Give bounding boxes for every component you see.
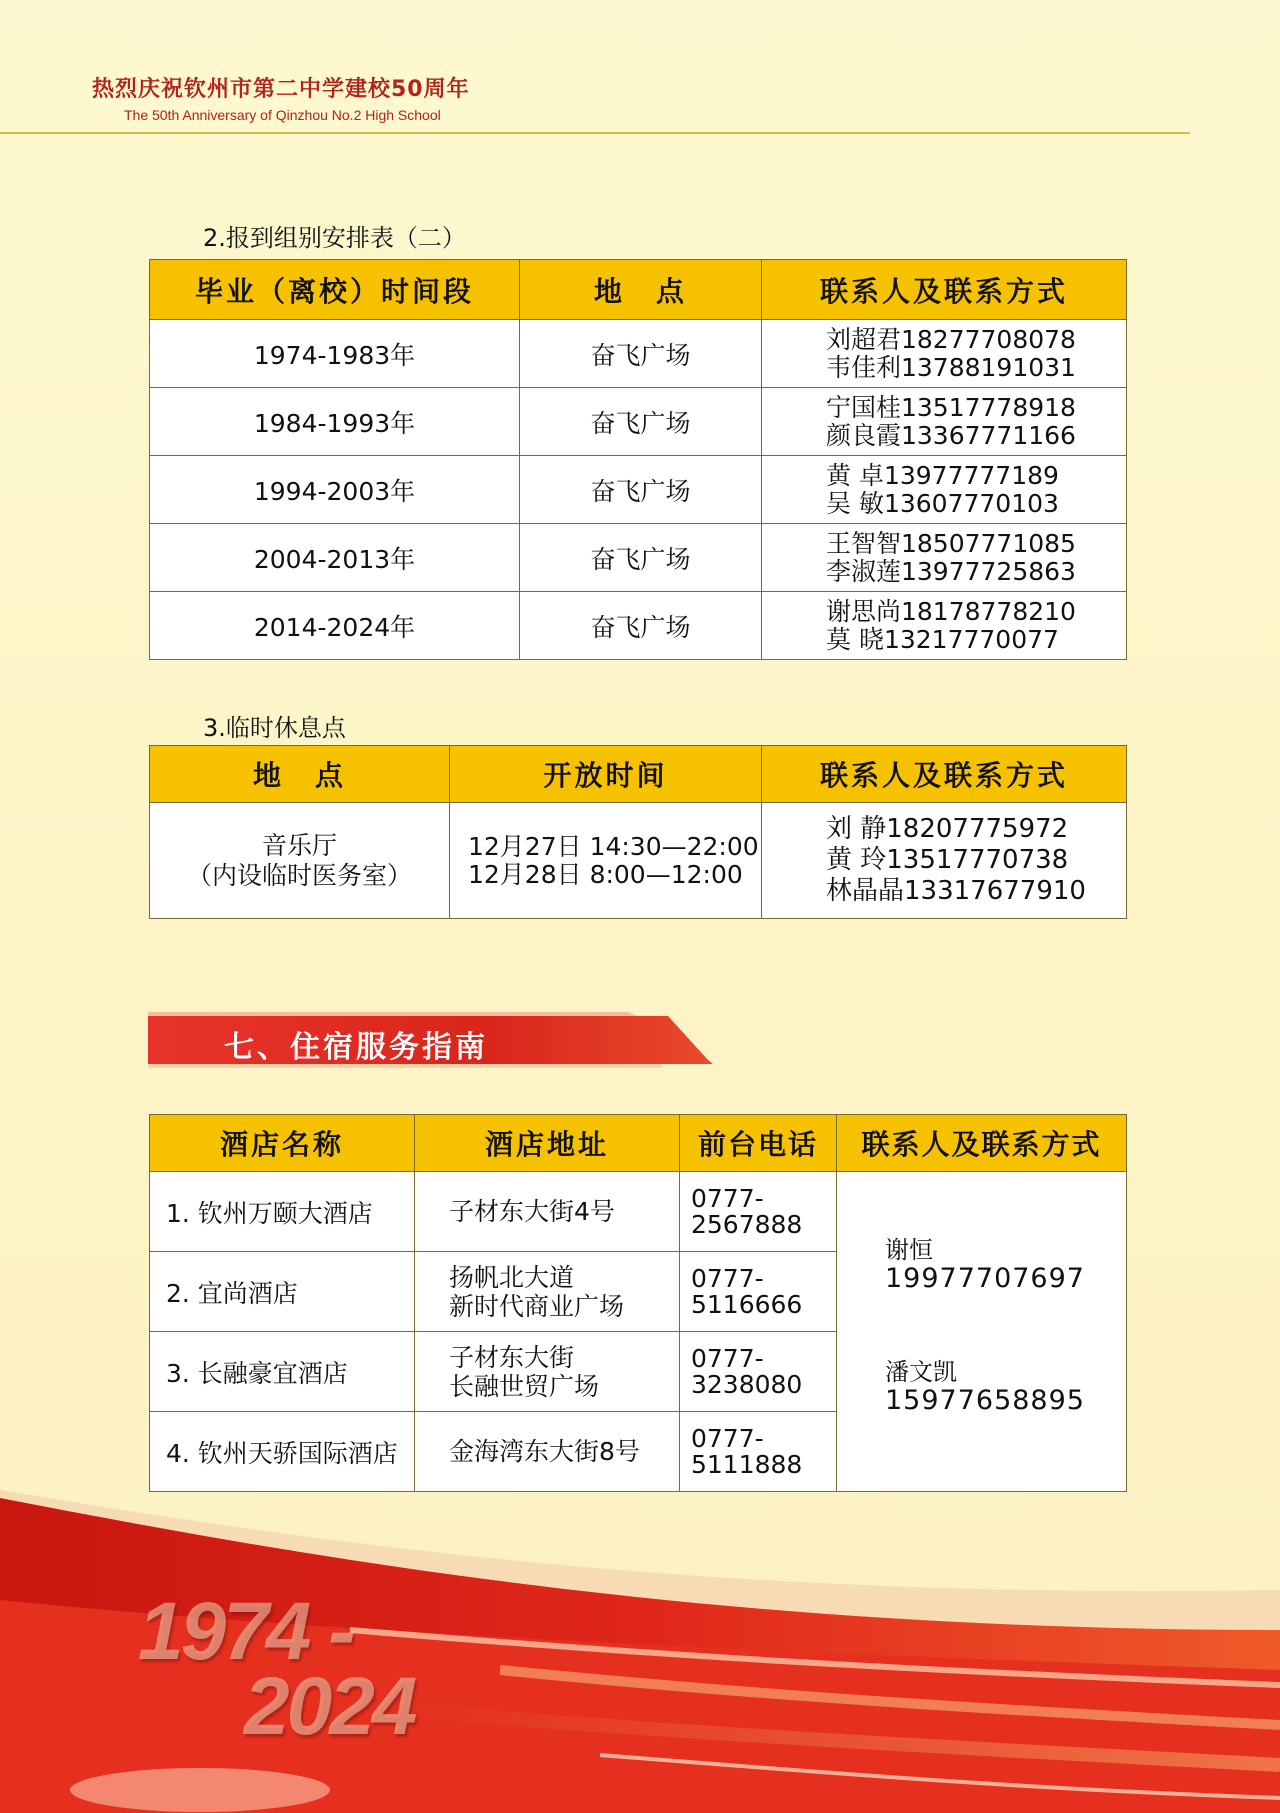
header-divider bbox=[0, 132, 1190, 134]
col-hotel-phone-header: 前台电话 bbox=[680, 1115, 837, 1172]
hotel-phone-cell bbox=[680, 1172, 837, 1252]
contact-line: 宁国桂13517778918 bbox=[826, 392, 1076, 422]
rest-table bbox=[149, 745, 1127, 919]
contact-cell bbox=[762, 803, 1127, 919]
address-line: 金海湾东大街8号 bbox=[449, 1437, 640, 1466]
period-cell: 2004-2013年 bbox=[150, 524, 520, 592]
open-time-line: 12月28日 8:00—12:00 bbox=[468, 859, 743, 889]
table-row bbox=[150, 320, 1127, 388]
address-line: 新时代商业广场 bbox=[449, 1291, 625, 1321]
place-cell: 奋飞广场 bbox=[520, 524, 762, 592]
contact-line: 林晶晶13317677910 bbox=[826, 876, 1086, 906]
hotel-phone-cell bbox=[680, 1252, 837, 1332]
phone-line: 0777- bbox=[691, 1343, 764, 1373]
period-cell: 1984-1993年 bbox=[150, 388, 520, 456]
col-place-header: 地 点 bbox=[150, 746, 450, 803]
contact-line: 吴 敏13607770103 bbox=[826, 488, 1059, 518]
contact-line: 颜良霞13367771166 bbox=[826, 420, 1076, 450]
rest-title: 3.临时休息点 bbox=[203, 714, 346, 742]
address-line: 子材东大街 bbox=[449, 1342, 575, 1372]
contact-line: 刘超君18277708078 bbox=[826, 324, 1076, 354]
registration-title: 2.报到组别安排表（二） bbox=[203, 224, 466, 252]
phone-line: 2567888 bbox=[691, 1209, 803, 1239]
hotel-table bbox=[149, 1114, 1127, 1492]
place-cell: 奋飞广场 bbox=[520, 592, 762, 660]
hotel-address-cell bbox=[415, 1252, 680, 1332]
rest-place-name: 音乐厅 bbox=[261, 830, 337, 860]
period-cell: 1974-1983年 bbox=[150, 320, 520, 388]
phone-line: 0777- bbox=[691, 1263, 764, 1293]
phone-line: 5116666 bbox=[691, 1289, 803, 1319]
contact-line: 王智智18507771085 bbox=[826, 528, 1076, 558]
rest-header-row bbox=[150, 746, 1127, 803]
hotel-header-row bbox=[150, 1115, 1127, 1172]
section-banner bbox=[148, 1012, 713, 1068]
hotel-name-cell: 3. 长融豪宜酒店 bbox=[150, 1332, 415, 1412]
col-hotel-contact-header: 联系人及联系方式 bbox=[837, 1115, 1127, 1172]
contact-line: 黄 玲13517770738 bbox=[826, 845, 1069, 875]
contact-line: 李淑莲13977725863 bbox=[826, 556, 1076, 586]
hotel-name-cell: 4. 钦州天骄国际酒店 bbox=[150, 1412, 415, 1492]
place-cell: 奋飞广场 bbox=[520, 388, 762, 456]
rest-place-note: （内设临时医务室） bbox=[186, 860, 412, 890]
banner-title: 七、住宿服务指南 bbox=[224, 1030, 488, 1065]
period-cell: 2014-2024年 bbox=[150, 592, 520, 660]
contact-cell bbox=[762, 524, 1127, 592]
contact-cell bbox=[762, 388, 1127, 456]
address-line: 子材东大街4号 bbox=[449, 1197, 615, 1226]
contact-line: 韦佳利13788191031 bbox=[826, 352, 1076, 382]
col-hotel-address-header: 酒店地址 bbox=[415, 1115, 680, 1172]
contact-person-phone: 19977707697 bbox=[885, 1263, 1085, 1294]
table-row bbox=[150, 592, 1127, 660]
table-row bbox=[150, 456, 1127, 524]
contact-line: 莫 晓13217770077 bbox=[826, 624, 1059, 654]
table-row bbox=[150, 803, 1127, 919]
phone-line: 3238080 bbox=[691, 1369, 803, 1399]
registration-table bbox=[149, 259, 1127, 660]
year-end-mark: 2024 bbox=[244, 1661, 415, 1752]
rest-place-cell bbox=[150, 803, 450, 919]
contact-person-name: 谢恒 bbox=[885, 1236, 933, 1264]
hotel-name-cell: 2. 宜尚酒店 bbox=[150, 1252, 415, 1332]
contact-person-name: 潘文凯 bbox=[885, 1358, 957, 1386]
hotel-address-cell bbox=[415, 1332, 680, 1412]
col-contact-header: 联系人及联系方式 bbox=[762, 260, 1127, 320]
page-header bbox=[92, 72, 470, 123]
period-cell: 1994-2003年 bbox=[150, 456, 520, 524]
table-row bbox=[150, 524, 1127, 592]
year-start-mark: 1974 - bbox=[138, 1586, 353, 1677]
table-row bbox=[150, 388, 1127, 456]
footer-decoration bbox=[0, 1480, 1280, 1813]
contact-cell bbox=[762, 320, 1127, 388]
rest-time-cell bbox=[450, 803, 762, 919]
header-title-cn: 热烈庆祝钦州市第二中学建校50周年 bbox=[92, 77, 470, 102]
contact-line: 黄 卓13977777189 bbox=[826, 460, 1059, 490]
place-cell: 奋飞广场 bbox=[520, 456, 762, 524]
hotel-contact-cell bbox=[837, 1172, 1127, 1492]
col-period-header: 毕业（离校）时间段 bbox=[150, 260, 520, 320]
hotel-name-cell: 1. 钦州万颐大酒店 bbox=[150, 1172, 415, 1252]
phone-line: 0777- bbox=[691, 1423, 764, 1453]
col-time-header: 开放时间 bbox=[450, 746, 762, 803]
contact-line: 刘 静18207775972 bbox=[826, 814, 1069, 844]
registration-header-row bbox=[150, 260, 1127, 320]
phone-line: 5111888 bbox=[691, 1449, 803, 1479]
col-contact-header: 联系人及联系方式 bbox=[762, 746, 1127, 803]
contact-cell bbox=[762, 456, 1127, 524]
col-hotel-name-header: 酒店名称 bbox=[150, 1115, 415, 1172]
contact-person-phone: 15977658895 bbox=[885, 1385, 1085, 1416]
open-time-line: 12月27日 14:30—22:00 bbox=[468, 831, 759, 861]
table-row bbox=[150, 1172, 1127, 1252]
phone-line: 0777- bbox=[691, 1183, 764, 1213]
hotel-phone-cell bbox=[680, 1332, 837, 1412]
place-cell: 奋飞广场 bbox=[520, 320, 762, 388]
contact-cell bbox=[762, 592, 1127, 660]
address-line: 长融世贸广场 bbox=[449, 1371, 600, 1401]
header-title-en: The 50th Anniversary of Qinzhou No.2 High School bbox=[124, 107, 441, 123]
contact-line: 谢思尚18178778210 bbox=[826, 596, 1076, 626]
hotel-address-cell bbox=[415, 1172, 680, 1252]
col-place-header: 地 点 bbox=[520, 260, 762, 320]
address-line: 扬帆北大道 bbox=[449, 1262, 575, 1292]
